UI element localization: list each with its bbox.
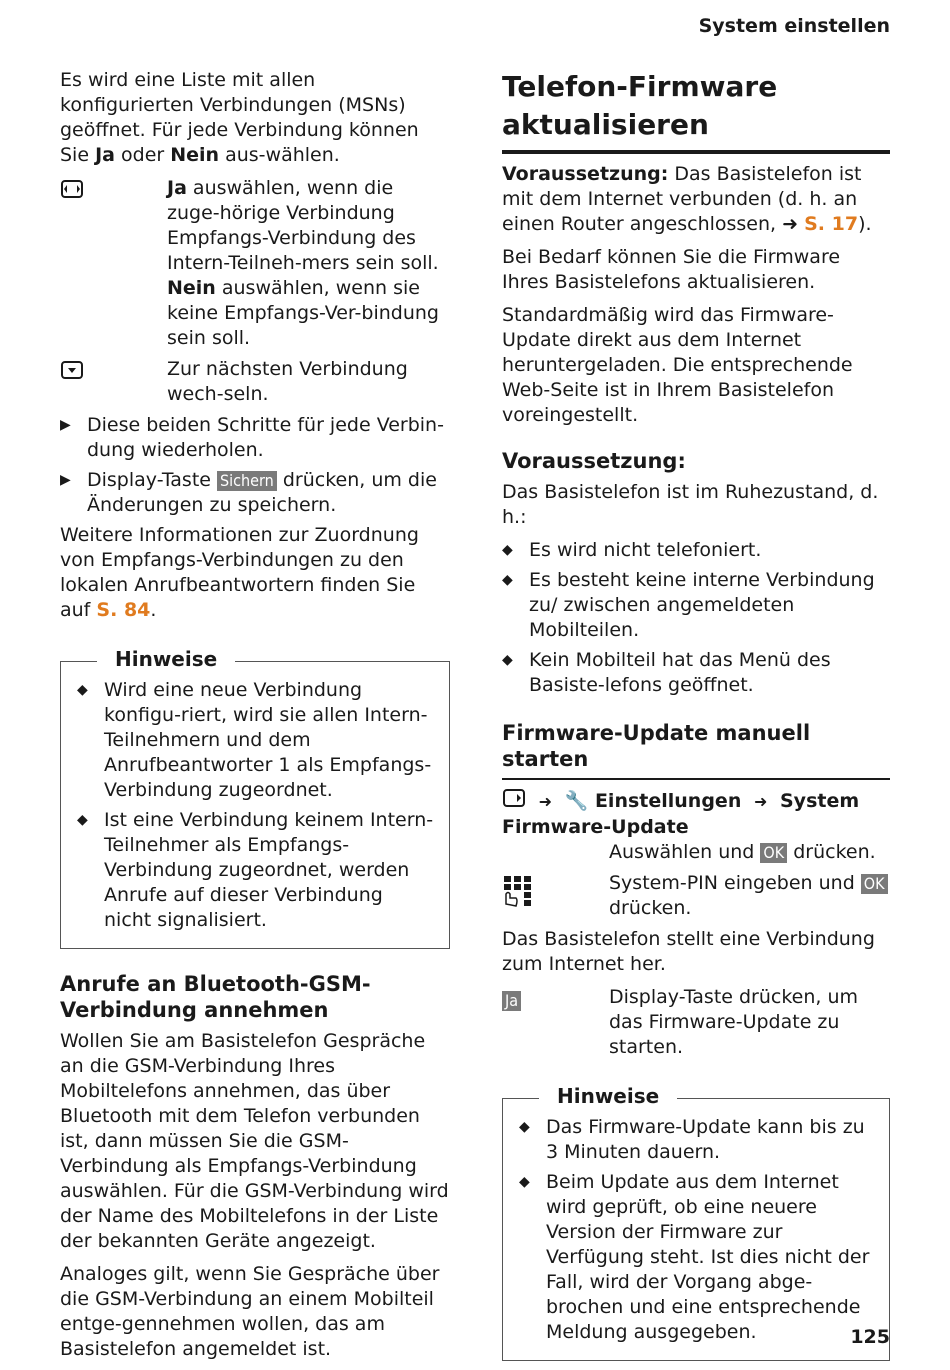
section-heading-bluetooth: Anrufe an Bluetooth-GSM-Verbindung annehmen (60, 972, 371, 1022)
notes-title: Hinweise (97, 647, 235, 672)
note-item: ◆ Beim Update aus dem Internet wird geprüft, ob eine neuere Version der Firmware zur Verfügung steht. Ist dies nicht der Fall, wird der Vorgang abge-brochen und eine entsprechende Meldung ausgegeben. (519, 1171, 870, 1343)
bluetooth-paragraph-2: Analoges gilt, wenn Sie Gespräche über die GSM-Verbindung an einem Mobilteil entge-gennehmen wollen, das am Basistelefon angemeldet ist. (60, 1263, 440, 1360)
menu-key-icon (502, 788, 526, 815)
keypad-icon (502, 871, 609, 921)
triangle-bullet-icon: ▶ (60, 472, 71, 488)
arrow-icon: ➜ (782, 213, 805, 235)
page-reference-link[interactable]: S. 84 (96, 599, 151, 621)
diamond-bullet-icon: ◆ (519, 1174, 530, 1190)
diamond-bullet-icon: ◆ (502, 542, 513, 558)
action-bullet: ▶ Display-Taste Sichern drücken, um die Änderungen zu speichern. (60, 469, 437, 516)
menu-path-item: Firmware-Update (502, 816, 689, 838)
manual-update-heading: Firmware-Update manuell starten (502, 720, 890, 780)
control-key-updown-icon (60, 176, 167, 351)
info-paragraph: Standardmäßig wird das Firmware-Update direkt aus dem Internet heruntergeladen. Die entsprechende Web-Seite ist in Ihrem Basistelefon voreingestellt. (502, 304, 853, 426)
prerequisite-text: Das Basistelefon ist im Ruhezustand, d. h.: (502, 481, 879, 528)
prerequisite-heading: Voraussetzung: (502, 449, 686, 473)
step-select-connection: Ja auswählen, wenn die zuge-hörige Verbindung Empfangs-Verbindung des Intern-Teilneh-mers sein soll. Nein auswählen, wenn sie keine Empfangs-Ver-bindung sein soll. (60, 176, 450, 351)
note-item: ◆ Wird eine neue Verbindung konfigu-riert, wird sie allen Intern-Teilnehmern und dem Anrufbeantworter 1 als Empfangs-Verbindung zugeordnet. (77, 679, 432, 801)
step-select-ok: Auswählen und OK drücken. (609, 841, 876, 863)
page-number: 125 (850, 1326, 890, 1348)
step-press-ja: Ja Display-Taste drücken, um das Firmware-Update zu starten. (502, 985, 890, 1060)
diamond-bullet-icon: ◆ (77, 682, 88, 698)
step-next-connection: Zur nächsten Verbindung wech-seln. (60, 357, 450, 407)
display-key-ja: Ja (502, 991, 521, 1011)
wrench-icon: 🔧 (564, 790, 589, 812)
prerequisite-item: ◆ Kein Mobilteil hat das Menü des Basiste-lefons geöffnet. (502, 649, 831, 696)
info-paragraph: Das Basistelefon stellt eine Verbindung zum Internet her. (502, 928, 875, 975)
info-paragraph: Bei Bedarf können Sie die Firmware Ihres Basistelefons aktualisieren. (502, 246, 841, 293)
diamond-bullet-icon: ◆ (77, 812, 88, 828)
display-key-ok: OK (861, 874, 888, 894)
page-header: System einstellen (698, 15, 890, 37)
note-item: ◆ Das Firmware-Update kann bis zu 3 Minuten dauern. (519, 1116, 865, 1163)
page-reference-link[interactable]: S. 17 (804, 213, 859, 235)
notes-box (60, 647, 450, 949)
bluetooth-paragraph: Wollen Sie am Basistelefon Gespräche an die GSM-Verbindung Ihres Mobiltelefons annehmen, das über Bluetooth mit dem Telefon verbunden ist, dann müssen Sie die GSM-Verbindung als Empfangs-Verbindung auswählen. Für die GSM-Verbindung wird der Name des Mobiltelefons in der Liste der bekannten Geräte angezeigt. (60, 1030, 449, 1252)
display-key-ok: OK (760, 843, 787, 863)
arrow-icon: ➜ (753, 792, 768, 811)
page-title: Telefon-Firmware aktualisieren (502, 68, 890, 154)
note-item: ◆ Ist eine Verbindung keinem Intern-Teilnehmer als Empfangs-Verbindung zugeordnet, werden Anrufe auf dieser Verbindung nicht signalisiert. (77, 809, 434, 931)
right-column (502, 68, 890, 1361)
prerequisite-paragraph: Voraussetzung: Das Basistelefon ist mit dem Internet verbunden (d. h. an einen Router angeschlossen, ➜ S. 17). (502, 163, 872, 235)
notes-box (502, 1084, 890, 1361)
menu-path: ➜ 🔧 Einstellungen ➜ System (502, 788, 890, 815)
intro-paragraph: Es wird eine Liste mit allen konfigurierten Verbindungen (MSNs) geöffnet. Für jede Verbindung können Sie Ja oder Nein aus-wählen. (60, 69, 419, 166)
diamond-bullet-icon: ◆ (502, 652, 513, 668)
step-enter-pin: System-PIN eingeben und OK drücken. (502, 871, 890, 921)
notes-title: Hinweise (539, 1084, 677, 1109)
diamond-bullet-icon: ◆ (502, 572, 513, 588)
diamond-bullet-icon: ◆ (519, 1119, 530, 1135)
left-column (60, 68, 450, 1370)
prerequisite-item: ◆ Es wird nicht telefoniert. (502, 539, 762, 561)
triangle-bullet-icon: ▶ (60, 417, 71, 433)
control-key-down-icon (60, 357, 167, 407)
arrow-icon: ➜ (538, 792, 553, 811)
prerequisite-item: ◆ Es besteht keine interne Verbindung zu/ zwischen angemeldeten Mobilteilen. (502, 569, 875, 641)
display-key-sichern: Sichern (217, 471, 277, 491)
info-paragraph: Weitere Informationen zur Zuordnung von Empfangs-Verbindungen zu den lokalen Anrufbeantwortern finden Sie auf S. 84. (60, 524, 419, 621)
action-bullet: ▶ Diese beiden Schritte für jede Verbin-dung wiederholen. (60, 414, 444, 461)
